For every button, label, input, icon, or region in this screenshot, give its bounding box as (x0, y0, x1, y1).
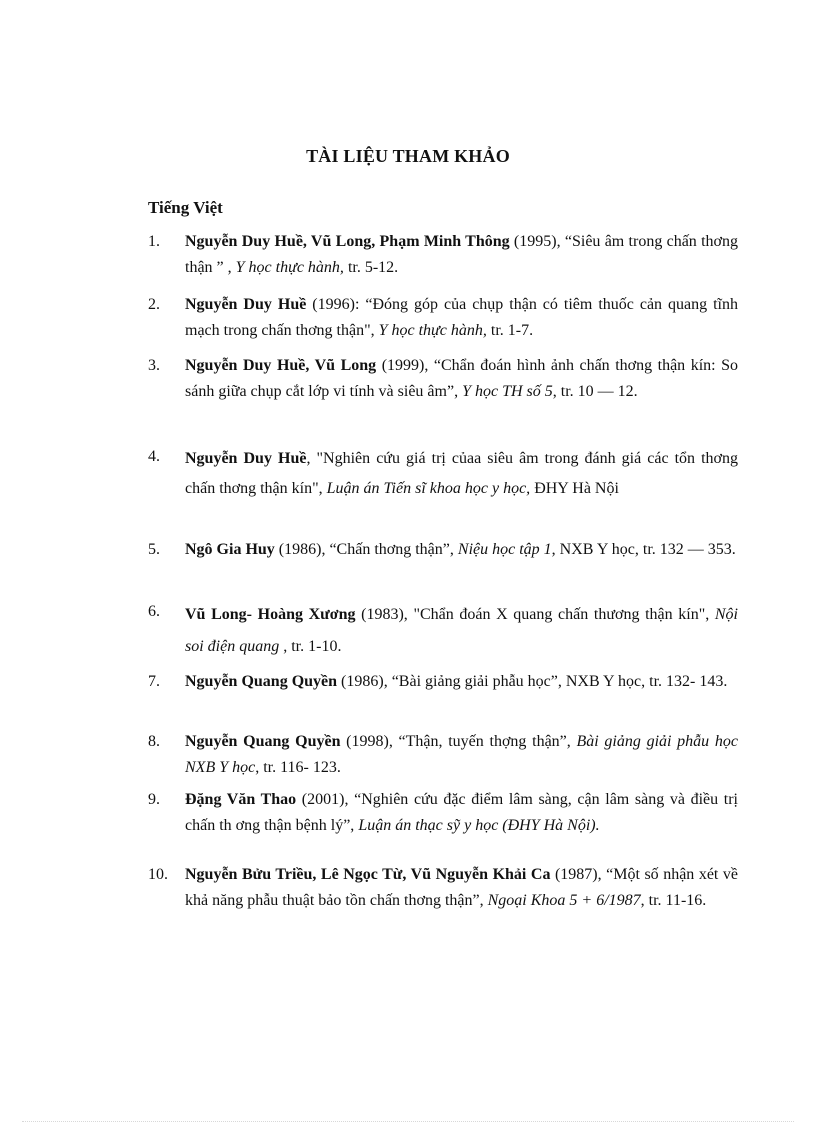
page-title: TÀI LIỆU THAM KHẢO (306, 146, 510, 166)
reference-authors: Nguyễn Quang Quyền (185, 673, 338, 690)
reference-body: (1999), “Chẩn đoán hình ảnh chấn thơng thận kín: So sánh giữa chụp cắt lớp vi tính và siêu âm”, (185, 357, 738, 400)
reference-authors: Nguyễn Quang Quyền (185, 733, 341, 750)
reference-source: Luận án Tiến sĩ khoa học y học, (326, 480, 531, 497)
reference-body: , "Nghiên cứu giá trị củaa siêu âm trong đánh giá các tổn thơng chấn thơng thận kín", (185, 450, 739, 497)
reference-source: Ngoại Khoa 5 + 6/1987 (487, 892, 641, 909)
reference-pages: tr. 1-7. (486, 322, 534, 339)
reference-text (185, 669, 738, 695)
reference-body: (1983), "Chẩn đoán X quang chấn thương thận kín", (355, 606, 715, 623)
reference-number: 10. (148, 866, 168, 883)
reference-body: (1986), “Bài giảng giải phẫu học”, NXB Y học, tr. 132- 143. (337, 673, 728, 690)
reference-authors: Nguyễn Duy Huề, Vũ Long (185, 357, 377, 374)
reference-source: Nội soi điện quang (185, 606, 738, 655)
reference-number: 6. (148, 603, 160, 620)
reference-authors: Nguyễn Duy Huề (185, 296, 307, 313)
reference-body: (1987), “Một số nhận xét về khả năng phẫu thuật bảo tồn chấn thơng thận”, (185, 866, 738, 909)
reference-pages: , tr. 1-10. (279, 638, 342, 655)
reference-number: 5. (148, 541, 160, 558)
reference-number: 3. (148, 357, 160, 374)
reference-text (185, 729, 738, 781)
reference-body: (1998), “Thận, tuyến thợng thận”, (340, 733, 577, 750)
reference-number: 1. (148, 233, 160, 250)
reference-number: 9. (148, 791, 160, 808)
reference-authors: Nguyễn Bửu Triều, Lê Ngọc Từ, Vũ Nguyễn Khải Ca (185, 866, 551, 883)
reference-source: Y học thực hành, (235, 259, 344, 276)
reference-pages: tr. 5-12. (343, 259, 399, 276)
reference-source: Y học thực hành, (378, 322, 487, 339)
reference-pages: , NXB Y học, tr. 132 — 353. (551, 541, 736, 558)
reference-text (185, 599, 738, 663)
reference-number: 7. (148, 673, 160, 690)
reference-text (185, 862, 738, 914)
reference-text (185, 353, 738, 405)
reference-authors: Đặng Văn Thao (185, 791, 297, 808)
reference-text (185, 787, 738, 839)
reference-pages: , tr. 10 — 12. (552, 383, 638, 400)
reference-pages: ĐHY Hà Nội (530, 480, 619, 497)
page-bottom-rule (22, 1121, 794, 1122)
reference-authors: Nguyễn Duy Huề (185, 450, 307, 467)
reference-body: (1995), “Siêu âm trong chấn thơng thận ” , (185, 233, 739, 276)
reference-authors: Vũ Long- Hoàng Xương (185, 606, 356, 623)
reference-pages: , tr. 11-16. (640, 892, 707, 909)
reference-source: Bài giảng giải phẫu học NXB Y học (185, 733, 738, 776)
reference-source: Y học TH số 5 (462, 383, 553, 400)
reference-number: 4. (148, 448, 160, 465)
reference-body: (1996): “Đóng góp của chụp thận có tiêm thuốc cản quang tĩnh mạch trong chấn thơng thận", (185, 296, 739, 339)
reference-source: Niệu học tập 1 (457, 541, 552, 558)
reference-number: 8. (148, 733, 160, 750)
reference-source: Luận án thạc sỹ y học (ĐHY Hà Nội). (358, 817, 600, 834)
reference-text (185, 537, 738, 563)
reference-authors: Ngô Gia Huy (185, 541, 275, 558)
reference-text (185, 292, 738, 344)
reference-text (185, 229, 738, 281)
reference-body: (2001), “Nghiên cứu đặc điểm lâm sàng, cận lâm sàng và điều trị chấn th ơng thận bệnh lý”, (185, 791, 738, 834)
reference-text (185, 444, 738, 504)
reference-body: (1986), “Chấn thơng thận”, (274, 541, 458, 558)
reference-authors: Nguyễn Duy Huề, Vũ Long, Phạm Minh Thông (185, 233, 510, 250)
reference-pages: , tr. 116- 123. (255, 759, 341, 776)
reference-number: 2. (148, 296, 160, 313)
section-heading: Tiếng Việt (148, 198, 223, 217)
